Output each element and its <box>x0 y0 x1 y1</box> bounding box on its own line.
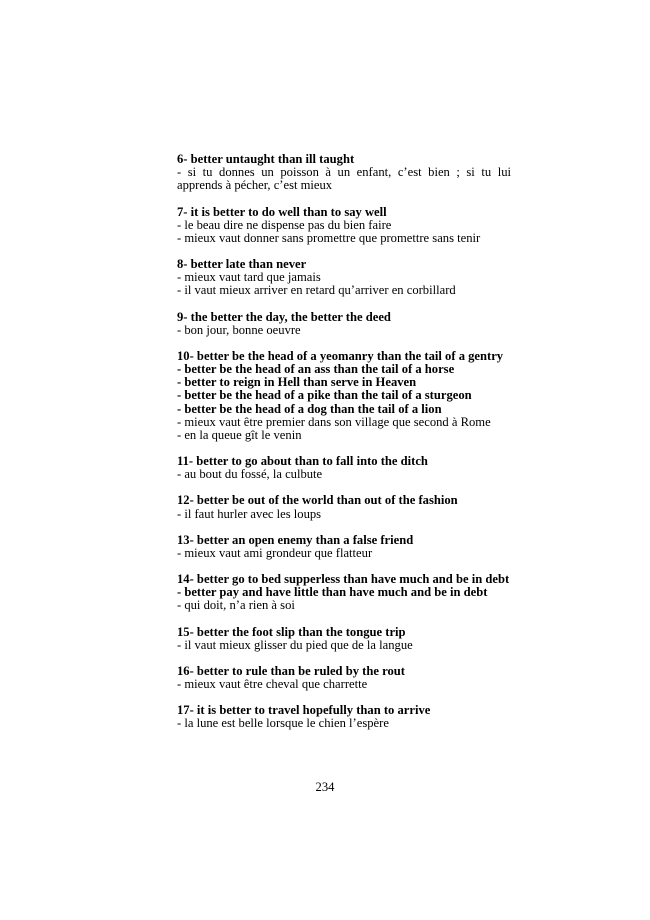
english-proverb: - better pay and have little than have much and be in debt <box>177 585 488 600</box>
proverb-entry <box>177 626 511 652</box>
french-equivalent: - qui doit, n’a rien à soi <box>177 598 295 613</box>
french-equivalent: - il faut hurler avec les loups <box>177 506 322 521</box>
english-proverb: 8- better late than never <box>177 257 307 271</box>
french-equivalent: - mieux vaut tard que jamais <box>177 270 321 285</box>
french-equivalent: - si tu donnes un poisson à un enfant, c’est bien ; si tu lui apprends à pécher, c’est mieux <box>177 165 511 193</box>
english-proverb: 13- better an open enemy than a false friend <box>177 532 414 547</box>
french-equivalent: - au bout du fossé, la culbute <box>177 467 323 482</box>
proverb-entry <box>177 455 511 481</box>
english-proverb: 16- better to rule than be ruled by the rout <box>177 663 405 678</box>
proverb-entry <box>177 494 511 520</box>
proverb-entry <box>177 311 511 337</box>
english-proverb: - better to reign in Hell than serve in Heaven <box>177 375 417 390</box>
english-proverb: 17- it is better to travel hopefully than to arrive <box>177 703 431 718</box>
english-proverb: - better be the head of a pike than the tail of a sturgeon <box>177 388 472 403</box>
proverb-entry <box>177 206 511 246</box>
french-equivalent: - il vaut mieux glisser du pied que de la langue <box>177 637 413 652</box>
english-proverb: 10- better be the head of a yeomanry than the tail of a gentry <box>177 348 504 363</box>
french-equivalent: - mieux vaut ami grondeur que flatteur <box>177 545 373 560</box>
french-equivalent: - mieux vaut être premier dans son village que second à Rome <box>177 414 491 429</box>
proverb-list <box>177 153 511 743</box>
proverb-entry <box>177 665 511 691</box>
english-proverb: 14- better go to bed supperless than have much and be in debt <box>177 572 510 586</box>
french-equivalent: - la lune est belle lorsque le chien l’espère <box>177 716 389 731</box>
french-equivalent: - bon jour, bonne oeuvre <box>177 322 301 337</box>
page-number: 234 <box>315 780 335 794</box>
english-proverb: 6- better untaught than ill taught <box>177 152 355 166</box>
proverb-entry <box>177 258 511 298</box>
proverb-entry <box>177 534 511 560</box>
french-equivalent: - en la queue gît le venin <box>177 428 302 443</box>
french-equivalent: - mieux vaut donner sans promettre que promettre sans tenir <box>177 230 481 245</box>
french-equivalent: - le beau dire ne dispense pas du bien faire <box>177 217 392 232</box>
english-proverb: - better be the head of an ass than the tail of a horse <box>177 362 455 376</box>
french-equivalent: - il vaut mieux arriver en retard qu’arriver en corbillard <box>177 283 456 298</box>
french-equivalent: - mieux vaut être cheval que charrette <box>177 677 368 691</box>
english-proverb: 12- better be out of the world than out of the fashion <box>177 493 458 508</box>
proverb-entry <box>177 153 511 193</box>
english-proverb: 7- it is better to do well than to say well <box>177 204 387 219</box>
english-proverb: 11- better to go about than to fall into the ditch <box>177 454 428 469</box>
proverb-entry <box>177 704 511 730</box>
english-proverb: 15- better the foot slip than the tongue trip <box>177 624 406 639</box>
proverb-entry <box>177 573 511 613</box>
proverb-entry <box>177 350 511 442</box>
english-proverb: - better be the head of a dog than the tail of a lion <box>177 401 442 416</box>
english-proverb: 9- the better the day, the better the deed <box>177 309 391 324</box>
